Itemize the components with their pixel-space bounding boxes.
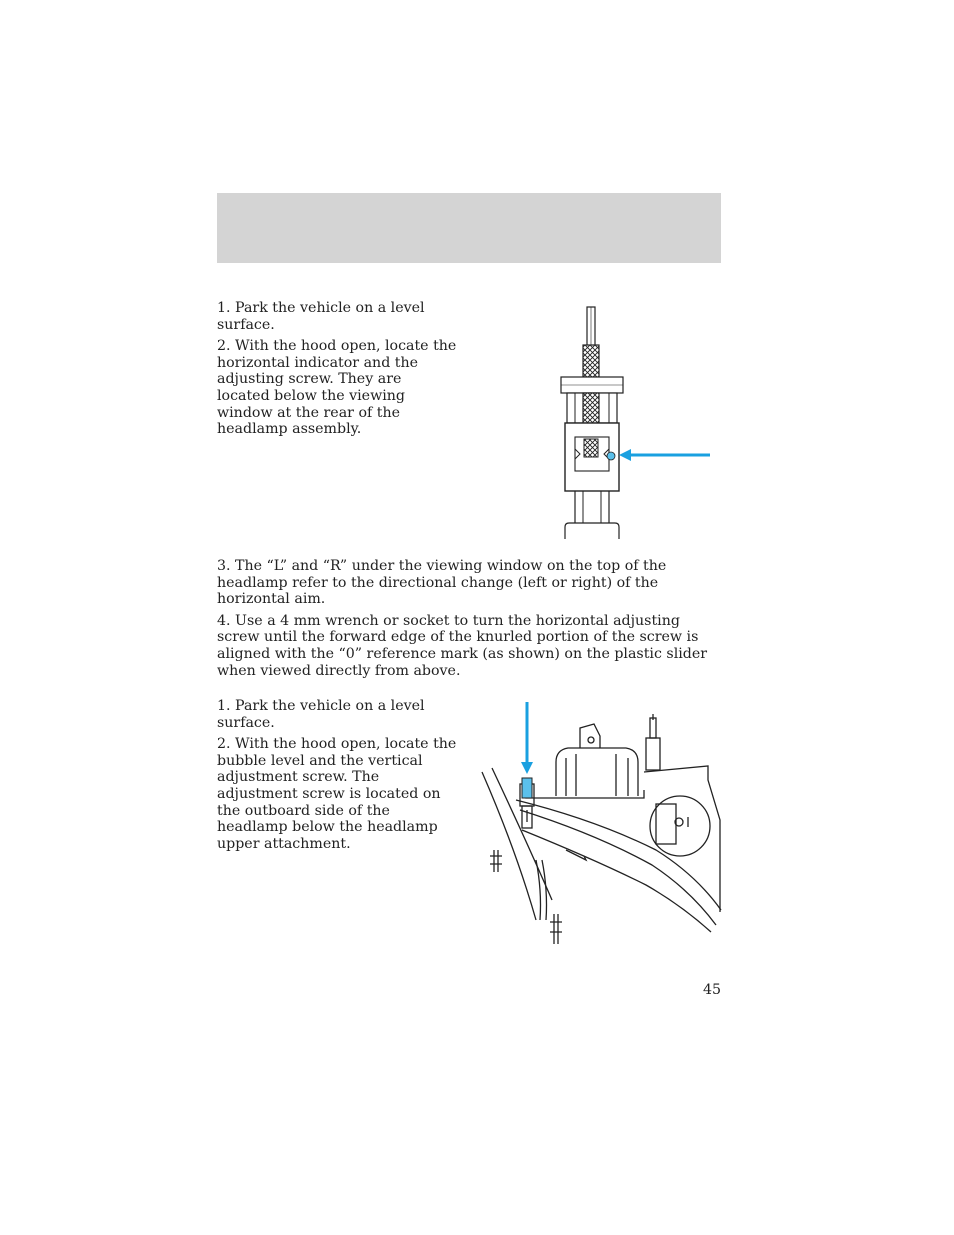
step-4: 4. Use a 4 mm wrench or socket to turn the horizontal adjusting screw until the forward edge of the knurled portion of the screw is aligned with the “0” reference mark (as shown) on the plastic slider when viewed directly from above. xyxy=(217,612,708,679)
horizontal-adjuster-illustration xyxy=(555,305,715,541)
vertical-adjuster-illustration xyxy=(476,700,724,950)
horizontal-aim-steps xyxy=(217,300,457,443)
step-3: 3. The “L” and “R” under the viewing window on the top of the headlamp refer to the directional change (left or right) of the horizontal aim. xyxy=(217,558,667,608)
step-2: 2. With the hood open, locate the bubble level and the vertical adjustment screw. The adjustment screw is located on the outboard side of the headlamp below the headlamp upper attachment. xyxy=(217,736,457,852)
step-1: 1. Park the vehicle on a level surface. xyxy=(217,300,425,333)
step-1: 1. Park the vehicle on a level surface. xyxy=(217,698,425,731)
vertical-aim-steps xyxy=(217,698,457,857)
horizontal-aim-steps-continued xyxy=(217,558,722,684)
step-2: 2. With the hood open, locate the horizontal indicator and the adjusting screw. They are located below the viewing window at the rear of the headlamp assembly. xyxy=(217,338,457,438)
section-header-band xyxy=(217,193,721,263)
page-number: 45 xyxy=(702,982,721,998)
